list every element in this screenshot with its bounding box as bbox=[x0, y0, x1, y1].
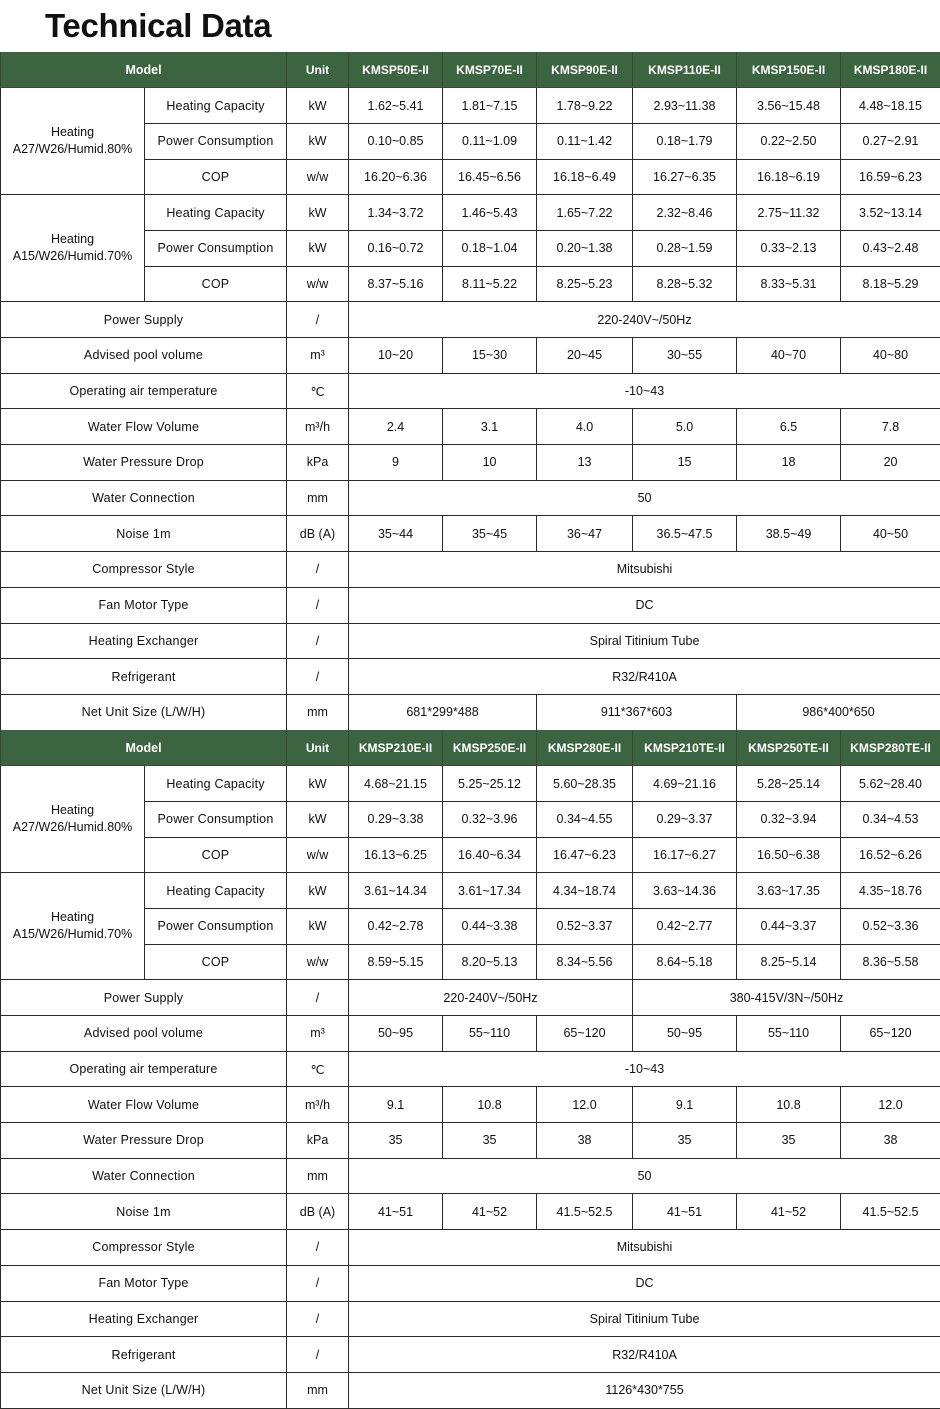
value-cell: 16.47~6.23 bbox=[537, 837, 633, 873]
value-cell: 13 bbox=[537, 445, 633, 481]
value-cell: 9.1 bbox=[349, 1087, 443, 1123]
value-cell: 0.29~3.37 bbox=[633, 801, 737, 837]
value-cell: 40~70 bbox=[737, 338, 841, 374]
param-label: Net Unit Size (L/W/H) bbox=[1, 694, 287, 730]
table-row bbox=[1, 694, 940, 730]
value-cell: 1.81~7.15 bbox=[443, 88, 537, 124]
unit-cell: mm bbox=[287, 1372, 349, 1408]
value-cell: 35 bbox=[737, 1123, 841, 1159]
value-cell: 8.18~5.29 bbox=[841, 266, 940, 302]
table-header-row bbox=[1, 52, 940, 88]
group-label-line1: Heating bbox=[51, 910, 94, 924]
value-cell: 30~55 bbox=[633, 338, 737, 374]
param-label: Compressor Style bbox=[1, 1230, 287, 1266]
value-cell: 8.25~5.14 bbox=[737, 944, 841, 980]
value-cell: 986*400*650 bbox=[737, 694, 940, 730]
value-cell: 35 bbox=[633, 1123, 737, 1159]
param-label: COP bbox=[145, 266, 287, 302]
unit-cell: w/w bbox=[287, 837, 349, 873]
param-label: Water Flow Volume bbox=[1, 1087, 287, 1123]
value-cell: 6.5 bbox=[737, 409, 841, 445]
table-row bbox=[1, 338, 940, 374]
value-cell: 10.8 bbox=[443, 1087, 537, 1123]
unit-cell: kW bbox=[287, 766, 349, 802]
value-cell: 380-415V/3N~/50Hz bbox=[633, 980, 940, 1016]
value-cell: Spiral Titinium Tube bbox=[349, 623, 940, 659]
group-label-line2: A27/W26/Humid.80% bbox=[13, 142, 133, 156]
model-name: KMSP150E-II bbox=[737, 52, 841, 88]
param-label: Water Connection bbox=[1, 480, 287, 516]
unit-cell: kW bbox=[287, 230, 349, 266]
param-label: Water Pressure Drop bbox=[1, 445, 287, 481]
table-row bbox=[1, 1016, 940, 1052]
value-cell: 38 bbox=[537, 1123, 633, 1159]
value-cell: 65~120 bbox=[537, 1016, 633, 1052]
value-cell: 3.63~17.35 bbox=[737, 873, 841, 909]
table-row bbox=[1, 1301, 940, 1337]
value-cell: 41~52 bbox=[443, 1194, 537, 1230]
value-cell: 8.64~5.18 bbox=[633, 944, 737, 980]
value-cell: -10~43 bbox=[349, 373, 940, 409]
value-cell: 35 bbox=[349, 1123, 443, 1159]
value-cell: 0.34~4.55 bbox=[537, 801, 633, 837]
value-cell: 41.5~52.5 bbox=[841, 1194, 940, 1230]
param-label: Operating air temperature bbox=[1, 373, 287, 409]
value-cell: 41~51 bbox=[349, 1194, 443, 1230]
value-cell: 12.0 bbox=[537, 1087, 633, 1123]
model-name: KMSP210TE-II bbox=[633, 730, 737, 766]
value-cell: 5.25~25.12 bbox=[443, 766, 537, 802]
param-label: Water Pressure Drop bbox=[1, 1123, 287, 1159]
value-cell: 2.32~8.46 bbox=[633, 195, 737, 231]
value-cell: 1.62~5.41 bbox=[349, 88, 443, 124]
model-header: Model bbox=[1, 52, 287, 88]
value-cell: 0.33~2.13 bbox=[737, 230, 841, 266]
table-row bbox=[1, 1051, 940, 1087]
value-cell: 5.0 bbox=[633, 409, 737, 445]
param-label: COP bbox=[145, 944, 287, 980]
model-name: KMSP90E-II bbox=[537, 52, 633, 88]
value-cell: 10 bbox=[443, 445, 537, 481]
value-cell: 0.34~4.53 bbox=[841, 801, 940, 837]
table-row bbox=[1, 480, 940, 516]
table-row bbox=[1, 659, 940, 695]
value-cell: 8.20~5.13 bbox=[443, 944, 537, 980]
value-cell: 3.1 bbox=[443, 409, 537, 445]
table-row bbox=[1, 552, 940, 588]
value-cell: 16.50~6.38 bbox=[737, 837, 841, 873]
unit-cell: w/w bbox=[287, 944, 349, 980]
value-cell: 1.34~3.72 bbox=[349, 195, 443, 231]
model-name: KMSP70E-II bbox=[443, 52, 537, 88]
value-cell: 0.42~2.77 bbox=[633, 908, 737, 944]
table-row bbox=[1, 873, 940, 909]
value-cell: Mitsubishi bbox=[349, 552, 940, 588]
value-cell: 220-240V~/50Hz bbox=[349, 980, 633, 1016]
unit-cell: m³ bbox=[287, 338, 349, 374]
unit-cell: kPa bbox=[287, 445, 349, 481]
value-cell: 16.17~6.27 bbox=[633, 837, 737, 873]
value-cell: 0.27~2.91 bbox=[841, 123, 940, 159]
value-cell: 50 bbox=[349, 1158, 940, 1194]
model-name: KMSP280TE-II bbox=[841, 730, 940, 766]
param-label: Heating Exchanger bbox=[1, 623, 287, 659]
value-cell: 911*367*603 bbox=[537, 694, 737, 730]
table-row bbox=[1, 1123, 940, 1159]
group-label-line2: A15/W26/Humid.70% bbox=[13, 927, 133, 941]
value-cell: -10~43 bbox=[349, 1051, 940, 1087]
param-label: Heating Capacity bbox=[145, 88, 287, 124]
value-cell: 35~44 bbox=[349, 516, 443, 552]
value-cell: 9 bbox=[349, 445, 443, 481]
unit-cell: dB (A) bbox=[287, 516, 349, 552]
param-label: Power Consumption bbox=[145, 801, 287, 837]
value-cell: 0.44~3.38 bbox=[443, 908, 537, 944]
value-cell: 4.34~18.74 bbox=[537, 873, 633, 909]
value-cell: 41.5~52.5 bbox=[537, 1194, 633, 1230]
param-label: Power Supply bbox=[1, 302, 287, 338]
value-cell: 35 bbox=[443, 1123, 537, 1159]
value-cell: 35~45 bbox=[443, 516, 537, 552]
value-cell: 4.69~21.16 bbox=[633, 766, 737, 802]
param-label: Heating Capacity bbox=[145, 766, 287, 802]
value-cell: 15 bbox=[633, 445, 737, 481]
table-row bbox=[1, 373, 940, 409]
value-cell: 50~95 bbox=[633, 1016, 737, 1052]
value-cell: 0.44~3.37 bbox=[737, 908, 841, 944]
unit-cell: mm bbox=[287, 694, 349, 730]
param-label: Heating Capacity bbox=[145, 195, 287, 231]
table-row bbox=[1, 1230, 940, 1266]
unit-cell: / bbox=[287, 1337, 349, 1373]
value-cell: 12.0 bbox=[841, 1087, 940, 1123]
table-row bbox=[1, 516, 940, 552]
table-row bbox=[1, 587, 940, 623]
table-row bbox=[1, 1158, 940, 1194]
param-label: Heating Capacity bbox=[145, 873, 287, 909]
unit-cell: / bbox=[287, 302, 349, 338]
value-cell: 7.8 bbox=[841, 409, 940, 445]
value-cell: 3.61~14.34 bbox=[349, 873, 443, 909]
page-title: Technical Data bbox=[45, 4, 271, 48]
unit-cell: kW bbox=[287, 123, 349, 159]
value-cell: 18 bbox=[737, 445, 841, 481]
unit-cell: ℃ bbox=[287, 1051, 349, 1087]
value-cell: 20 bbox=[841, 445, 940, 481]
value-cell: 4.48~18.15 bbox=[841, 88, 940, 124]
value-cell: Mitsubishi bbox=[349, 1230, 940, 1266]
value-cell: 5.62~28.40 bbox=[841, 766, 940, 802]
unit-cell: kW bbox=[287, 908, 349, 944]
value-cell: 55~110 bbox=[737, 1016, 841, 1052]
value-cell: 20~45 bbox=[537, 338, 633, 374]
value-cell: 41~52 bbox=[737, 1194, 841, 1230]
unit-cell: kW bbox=[287, 801, 349, 837]
param-label: Compressor Style bbox=[1, 552, 287, 588]
value-cell: 41~51 bbox=[633, 1194, 737, 1230]
unit-cell: / bbox=[287, 552, 349, 588]
value-cell: 220-240V~/50Hz bbox=[349, 302, 940, 338]
value-cell: 1.46~5.43 bbox=[443, 195, 537, 231]
spec-table-2 bbox=[0, 730, 940, 1409]
value-cell: 8.33~5.31 bbox=[737, 266, 841, 302]
table-row bbox=[1, 980, 940, 1016]
group-label-line1: Heating bbox=[51, 125, 94, 139]
value-cell: 16.40~6.34 bbox=[443, 837, 537, 873]
value-cell: 0.22~2.50 bbox=[737, 123, 841, 159]
table-row bbox=[1, 1087, 940, 1123]
value-cell: 16.45~6.56 bbox=[443, 159, 537, 195]
model-name: KMSP250E-II bbox=[443, 730, 537, 766]
value-cell: 16.52~6.26 bbox=[841, 837, 940, 873]
value-cell: 0.52~3.37 bbox=[537, 908, 633, 944]
group-label-line2: A27/W26/Humid.80% bbox=[13, 820, 133, 834]
value-cell: 0.29~3.38 bbox=[349, 801, 443, 837]
value-cell: Spiral Titinium Tube bbox=[349, 1301, 940, 1337]
unit-cell: kW bbox=[287, 873, 349, 909]
value-cell: 3.52~13.14 bbox=[841, 195, 940, 231]
param-label: Advised pool volume bbox=[1, 1016, 287, 1052]
value-cell: 1.78~9.22 bbox=[537, 88, 633, 124]
value-cell: 0.11~1.42 bbox=[537, 123, 633, 159]
value-cell: 40~80 bbox=[841, 338, 940, 374]
value-cell: 16.18~6.19 bbox=[737, 159, 841, 195]
value-cell: 681*299*488 bbox=[349, 694, 537, 730]
value-cell: DC bbox=[349, 1265, 940, 1301]
unit-cell: ℃ bbox=[287, 373, 349, 409]
value-cell: 15~30 bbox=[443, 338, 537, 374]
value-cell: 16.27~6.35 bbox=[633, 159, 737, 195]
value-cell: 0.18~1.04 bbox=[443, 230, 537, 266]
unit-cell: mm bbox=[287, 480, 349, 516]
model-name: KMSP210E-II bbox=[349, 730, 443, 766]
value-cell: 0.18~1.79 bbox=[633, 123, 737, 159]
value-cell: 3.56~15.48 bbox=[737, 88, 841, 124]
spec-table-1 bbox=[0, 52, 940, 731]
value-cell: R32/R410A bbox=[349, 1337, 940, 1373]
param-label: Fan Motor Type bbox=[1, 587, 287, 623]
value-cell: 0.32~3.94 bbox=[737, 801, 841, 837]
value-cell: 16.59~6.23 bbox=[841, 159, 940, 195]
table-row bbox=[1, 1337, 940, 1373]
row-group-label bbox=[1, 873, 145, 980]
value-cell: 5.60~28.35 bbox=[537, 766, 633, 802]
unit-cell: dB (A) bbox=[287, 1194, 349, 1230]
param-label: Fan Motor Type bbox=[1, 1265, 287, 1301]
unit-cell: / bbox=[287, 980, 349, 1016]
unit-cell: kPa bbox=[287, 1123, 349, 1159]
value-cell: 1126*430*755 bbox=[349, 1372, 940, 1408]
value-cell: 50~95 bbox=[349, 1016, 443, 1052]
param-label: Operating air temperature bbox=[1, 1051, 287, 1087]
value-cell: 8.11~5.22 bbox=[443, 266, 537, 302]
value-cell: 0.52~3.36 bbox=[841, 908, 940, 944]
param-label: Noise 1m bbox=[1, 516, 287, 552]
model-name: KMSP180E-II bbox=[841, 52, 940, 88]
value-cell: 4.35~18.76 bbox=[841, 873, 940, 909]
group-label-line2: A15/W26/Humid.70% bbox=[13, 249, 133, 263]
value-cell: 8.34~5.56 bbox=[537, 944, 633, 980]
value-cell: 65~120 bbox=[841, 1016, 940, 1052]
value-cell: 0.28~1.59 bbox=[633, 230, 737, 266]
table-row bbox=[1, 88, 940, 124]
group-label-line1: Heating bbox=[51, 803, 94, 817]
value-cell: 1.65~7.22 bbox=[537, 195, 633, 231]
row-group-label bbox=[1, 88, 145, 195]
param-label: COP bbox=[145, 159, 287, 195]
value-cell: 2.93~11.38 bbox=[633, 88, 737, 124]
table-row bbox=[1, 445, 940, 481]
unit-cell: mm bbox=[287, 1158, 349, 1194]
value-cell: 0.20~1.38 bbox=[537, 230, 633, 266]
unit-header: Unit bbox=[287, 730, 349, 766]
row-group-label bbox=[1, 766, 145, 873]
param-label: Power Supply bbox=[1, 980, 287, 1016]
value-cell: 0.16~0.72 bbox=[349, 230, 443, 266]
param-label: Net Unit Size (L/W/H) bbox=[1, 1372, 287, 1408]
value-cell: 0.10~0.85 bbox=[349, 123, 443, 159]
table-row bbox=[1, 1265, 940, 1301]
table-row bbox=[1, 409, 940, 445]
value-cell: 40~50 bbox=[841, 516, 940, 552]
unit-cell: kW bbox=[287, 88, 349, 124]
value-cell: 36~47 bbox=[537, 516, 633, 552]
table-row bbox=[1, 623, 940, 659]
value-cell: DC bbox=[349, 587, 940, 623]
table-row bbox=[1, 1372, 940, 1408]
table-row bbox=[1, 195, 940, 231]
unit-cell: w/w bbox=[287, 159, 349, 195]
value-cell: 2.4 bbox=[349, 409, 443, 445]
model-name: KMSP110E-II bbox=[633, 52, 737, 88]
unit-cell: kW bbox=[287, 195, 349, 231]
value-cell: 3.61~17.34 bbox=[443, 873, 537, 909]
param-label: Power Consumption bbox=[145, 123, 287, 159]
value-cell: 10.8 bbox=[737, 1087, 841, 1123]
value-cell: 38.5~49 bbox=[737, 516, 841, 552]
param-label: Water Flow Volume bbox=[1, 409, 287, 445]
param-label: Power Consumption bbox=[145, 230, 287, 266]
value-cell: 0.42~2.78 bbox=[349, 908, 443, 944]
value-cell: 8.25~5.23 bbox=[537, 266, 633, 302]
value-cell: 9.1 bbox=[633, 1087, 737, 1123]
value-cell: 16.18~6.49 bbox=[537, 159, 633, 195]
value-cell: 5.28~25.14 bbox=[737, 766, 841, 802]
value-cell: 4.68~21.15 bbox=[349, 766, 443, 802]
group-label-line1: Heating bbox=[51, 232, 94, 246]
table-row bbox=[1, 302, 940, 338]
value-cell: 4.0 bbox=[537, 409, 633, 445]
unit-cell: / bbox=[287, 1265, 349, 1301]
value-cell: 8.59~5.15 bbox=[349, 944, 443, 980]
unit-cell: / bbox=[287, 587, 349, 623]
model-header: Model bbox=[1, 730, 287, 766]
value-cell: 0.11~1.09 bbox=[443, 123, 537, 159]
value-cell: 38 bbox=[841, 1123, 940, 1159]
unit-cell: m³ bbox=[287, 1016, 349, 1052]
value-cell: 2.75~11.32 bbox=[737, 195, 841, 231]
row-group-label bbox=[1, 195, 145, 302]
value-cell: 10~20 bbox=[349, 338, 443, 374]
model-name: KMSP50E-II bbox=[349, 52, 443, 88]
unit-cell: m³/h bbox=[287, 409, 349, 445]
unit-cell: / bbox=[287, 659, 349, 695]
unit-cell: w/w bbox=[287, 266, 349, 302]
model-name: KMSP250TE-II bbox=[737, 730, 841, 766]
value-cell: 3.63~14.36 bbox=[633, 873, 737, 909]
value-cell: 50 bbox=[349, 480, 940, 516]
value-cell: 8.28~5.32 bbox=[633, 266, 737, 302]
param-label: Water Connection bbox=[1, 1158, 287, 1194]
table-header-row bbox=[1, 730, 940, 766]
unit-cell: / bbox=[287, 1301, 349, 1337]
param-label: Refrigerant bbox=[1, 1337, 287, 1373]
table-row bbox=[1, 766, 940, 802]
value-cell: 36.5~47.5 bbox=[633, 516, 737, 552]
value-cell: 16.20~6.36 bbox=[349, 159, 443, 195]
unit-cell: / bbox=[287, 623, 349, 659]
value-cell: 0.32~3.96 bbox=[443, 801, 537, 837]
param-label: Power Consumption bbox=[145, 908, 287, 944]
value-cell: R32/R410A bbox=[349, 659, 940, 695]
unit-cell: m³/h bbox=[287, 1087, 349, 1123]
param-label: Advised pool volume bbox=[1, 338, 287, 374]
value-cell: 8.36~5.58 bbox=[841, 944, 940, 980]
unit-cell: / bbox=[287, 1230, 349, 1266]
param-label: Noise 1m bbox=[1, 1194, 287, 1230]
value-cell: 16.13~6.25 bbox=[349, 837, 443, 873]
table-row bbox=[1, 1194, 940, 1230]
value-cell: 55~110 bbox=[443, 1016, 537, 1052]
value-cell: 8.37~5.16 bbox=[349, 266, 443, 302]
unit-header: Unit bbox=[287, 52, 349, 88]
model-name: KMSP280E-II bbox=[537, 730, 633, 766]
param-label: Heating Exchanger bbox=[1, 1301, 287, 1337]
param-label: COP bbox=[145, 837, 287, 873]
param-label: Refrigerant bbox=[1, 659, 287, 695]
value-cell: 0.43~2.48 bbox=[841, 230, 940, 266]
